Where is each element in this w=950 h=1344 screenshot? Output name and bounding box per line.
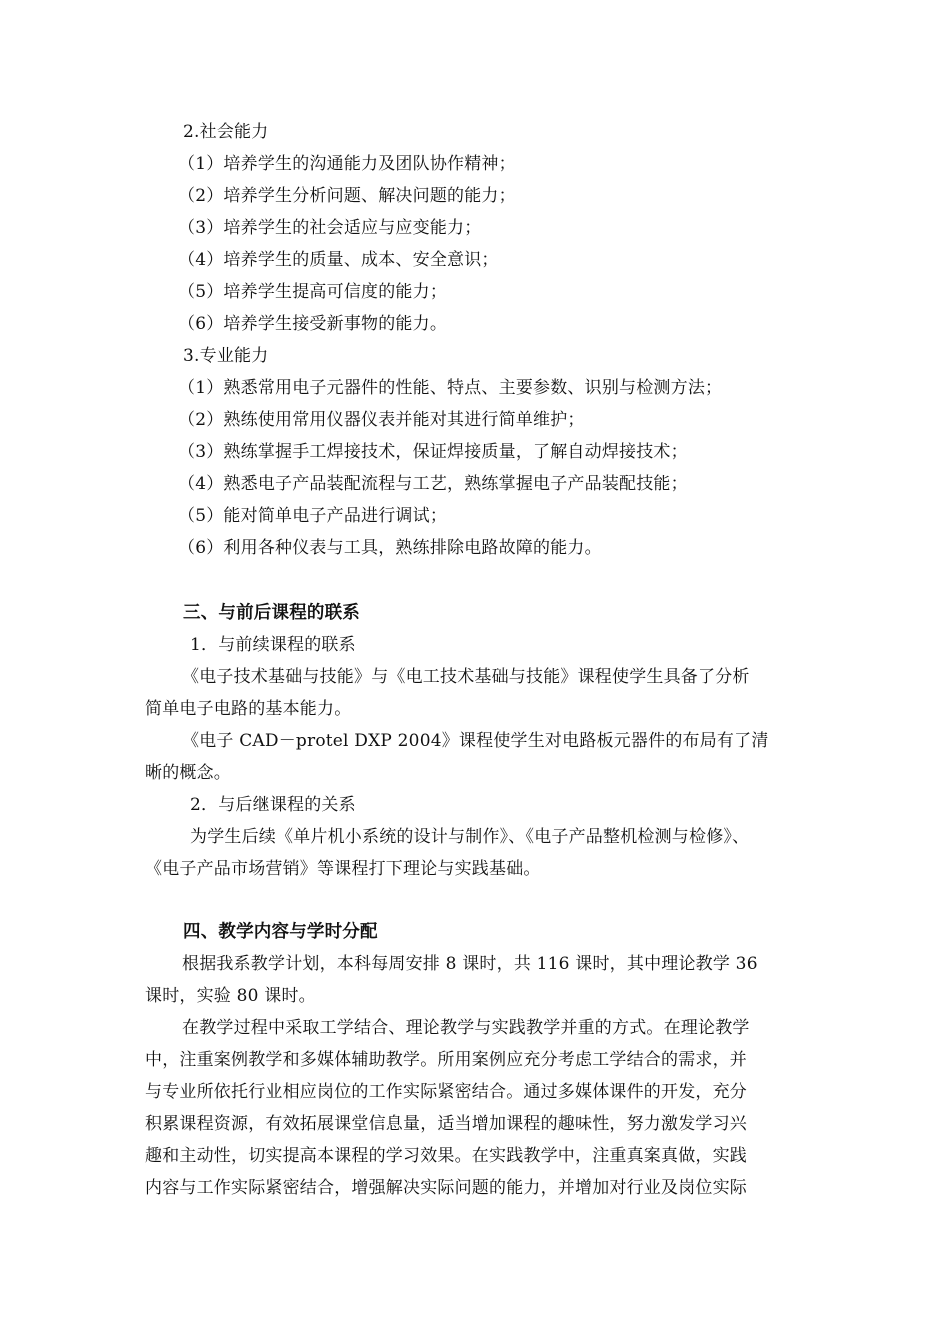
list-item: （5）培养学生提高可信度的能力； — [178, 282, 448, 302]
section-heading-social: 2.社会能力 — [183, 122, 269, 142]
paragraph-line: 晰的概念。 — [145, 763, 231, 783]
list-item: （3）熟练掌握手工焊接技术，保证焊接质量，了解自动焊接技术； — [178, 442, 688, 462]
paragraph-line: 《电子 CAD－protel DXP 2004》课程使学生对电路板元器件的布局有了清 — [182, 731, 769, 751]
list-item: （3）培养学生的社会适应与应变能力； — [178, 218, 482, 238]
subheading-prior-courses: 1．与前续课程的联系 — [190, 635, 356, 655]
paragraph-line: 内容与工作实际紧密结合，增强解决实际问题的能力，并增加对行业及岗位实际 — [145, 1178, 747, 1198]
paragraph-line: 课时，实验 80 课时。 — [145, 986, 316, 1006]
paragraph-line: 积累课程资源，有效拓展课堂信息量，适当增加课程的趣味性，努力激发学习兴 — [145, 1114, 747, 1134]
list-item: （4）培养学生的质量、成本、安全意识； — [178, 250, 499, 270]
list-item: （6）利用各种仪表与工具，熟练排除电路故障的能力。 — [178, 538, 602, 558]
paragraph-line: 《电子技术基础与技能》与《电工技术基础与技能》课程使学生具备了分析 — [182, 667, 750, 687]
list-item: （1）熟悉常用电子元器件的性能、特点、主要参数、识别与检测方法； — [178, 378, 723, 398]
list-item: （5）能对简单电子产品进行调试； — [178, 506, 448, 526]
paragraph-line: 中，注重案例教学和多媒体辅助教学。所用案例应充分考虑工学结合的需求，并 — [145, 1050, 747, 1070]
paragraph-line: 在教学过程中采取工学结合、理论教学与实践教学并重的方式。在理论教学 — [182, 1018, 750, 1038]
list-item: （6）培养学生接受新事物的能力。 — [178, 314, 448, 334]
list-item: （2）培养学生分析问题、解决问题的能力； — [178, 186, 516, 206]
chapter-title-course-relations: 三、与前后课程的联系 — [183, 603, 360, 623]
list-item: （1）培养学生的沟通能力及团队协作精神； — [178, 154, 516, 174]
paragraph-line: 《电子产品市场营销》等课程打下理论与实践基础。 — [145, 859, 541, 879]
paragraph-line: 为学生后续《单片机小系统的设计与制作》、《电子产品整机检测与检修》、 — [190, 827, 750, 847]
paragraph-line: 与专业所依托行业相应岗位的工作实际紧密结合。通过多媒体课件的开发，充分 — [145, 1082, 747, 1102]
section-heading-professional: 3.专业能力 — [183, 346, 269, 366]
list-item: （4）熟悉电子产品装配流程与工艺，熟练掌握电子产品装配技能； — [178, 474, 688, 494]
paragraph-line: 根据我系教学计划，本科每周安排 8 课时，共 116 课时，其中理论教学 36 — [182, 954, 758, 974]
paragraph-line: 趣和主动性，切实提高本课程的学习效果。在实践教学中，注重真案真做，实践 — [145, 1146, 747, 1166]
subheading-following-courses: 2．与后继课程的关系 — [190, 795, 356, 815]
chapter-title-teaching-content: 四、教学内容与学时分配 — [183, 922, 378, 942]
list-item: （2）熟练使用常用仪器仪表并能对其进行简单维护； — [178, 410, 585, 430]
paragraph-line: 简单电子电路的基本能力。 — [145, 699, 352, 719]
